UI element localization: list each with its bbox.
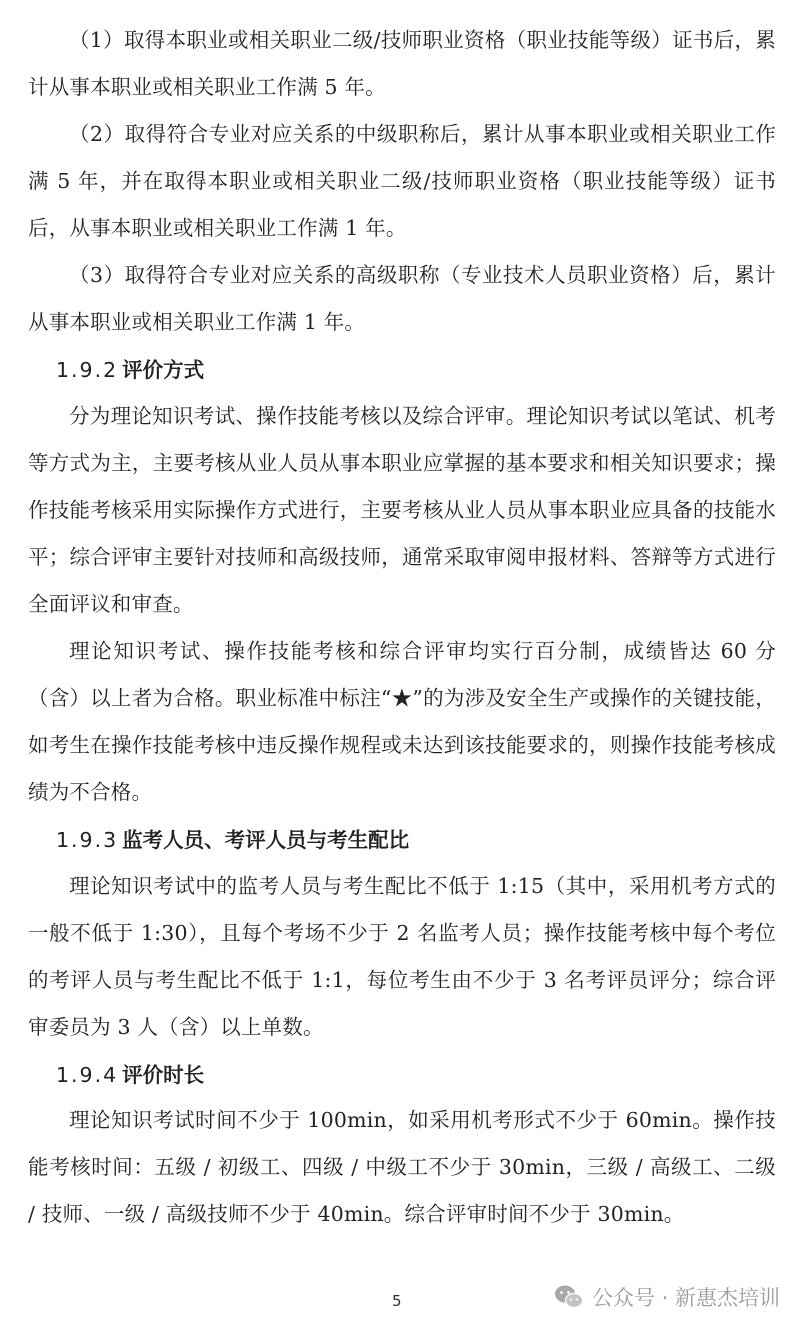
paragraph-scoring: 理论知识考试、操作技能考核和综合评审均实行百分制，成绩皆达 60 分（含）以上者为合格。职业标准中标注“★”的为涉及安全生产或操作的关键技能，如考生在操作技能考核中违反操作规程或未达到该技能要求的，则操作技能考核成绩为不合格。: [28, 639, 776, 804]
paragraph-condition-3: （3）取得符合专业对应关系的高级职称（专业技术人员职业资格）后，累计从事本职业或相关职业工作满 1 年。: [28, 263, 776, 334]
paragraph-evaluation-duration: 理论知识考试时间不少于 100min，如采用机考形式不少于 60min。操作技能考核时间：五级 / 初级工、四级 / 中级工不少于 30min，三级 / 高级工、二级 / 技师、一级 / 高级技师不少于 40min。综合评审时间不少于 30min。: [28, 1108, 776, 1226]
section-heading-1-9-2: [56, 355, 204, 385]
section-heading-1-9-4: [56, 1060, 204, 1090]
section-title: 监考人员、考评人员与考生配比: [122, 828, 410, 852]
section-number: 1.9.3: [56, 828, 119, 852]
section-number: 1.9.2: [56, 358, 119, 382]
wechat-icon: [554, 1284, 584, 1310]
paragraph-staff-ratio: 理论知识考试中的监考人员与考生配比不低于 1:15（其中，采用机考方式的一般不低于 1:30），且每个考场不少于 2 名监考人员；操作技能考核中每个考位的考评人员与考生配比不低于 1:1，每位考生由不少于 3 名考评员评分；综合评审委员为 3 人（含）以上单数。: [28, 874, 776, 1039]
paragraph-evaluation-method: 分为理论知识考试、操作技能考核以及综合评审。理论知识考试以笔试、机考等方式为主，主要考核从业人员从事本职业应掌握的基本要求和相关知识要求；操作技能考核采用实际操作方式进行，主要考核从业人员从事本职业应具备的技能水平；综合评审主要针对技师和高级技师，通常采取审阅申报材料、答辩等方式进行全面评议和审查。: [28, 404, 776, 616]
section-heading-1-9-3: [56, 825, 409, 855]
paragraph-condition-2: （2）取得符合专业对应关系的中级职称后，累计从事本职业或相关职业工作满 5 年，并在取得本职业或相关职业二级/技师职业资格（职业技能等级）证书后，从事本职业或相关职业工作满 1 年。: [28, 122, 776, 240]
section-number: 1.9.4: [56, 1063, 119, 1087]
paragraph-condition-1: （1）取得本职业或相关职业二级/技师职业资格（职业技能等级）证书后，累计从事本职业或相关职业工作满 5 年。: [28, 28, 776, 99]
section-title: 评价方式: [122, 358, 205, 382]
watermark: [554, 1282, 780, 1312]
page-number: 5: [392, 1292, 402, 1310]
section-title: 评价时长: [122, 1063, 205, 1087]
watermark-text: 公众号 · 新惠杰培训: [591, 1286, 780, 1310]
